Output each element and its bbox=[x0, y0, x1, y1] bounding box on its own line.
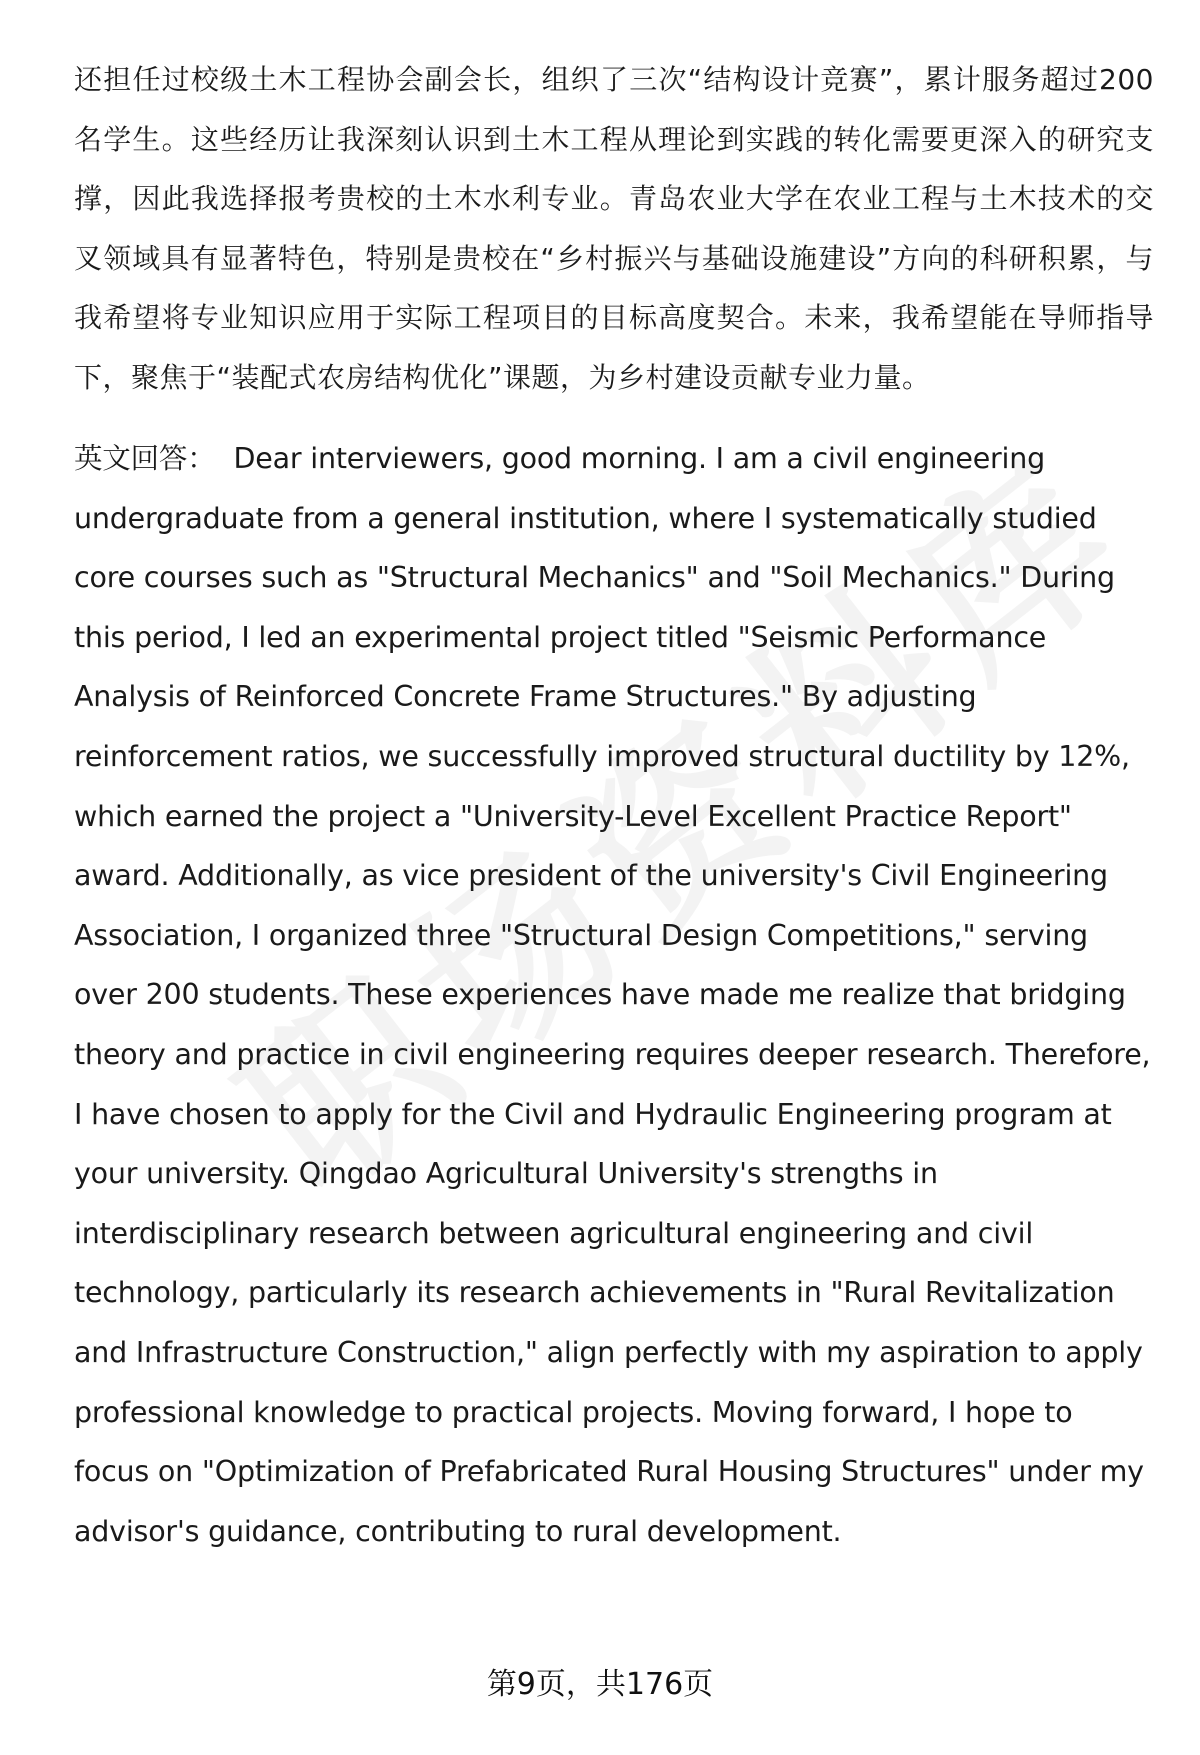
english-answer-paragraph bbox=[74, 429, 1154, 1561]
chinese-answer-paragraph: 还担任过校级土木工程协会副会长，组织了三次“结构设计竞赛”，累计服务超过200名学生。这些经历让我深刻认识到土木工程从理论到实践的转化需要更深入的研究支撑，因此我选择报考贵校的土木水利专业。青岛农业大学在农业工程与土木技术的交叉领域具有显著特色，特别是贵校在“乡村振兴与基础设施建设”方向的科研积累，与我希望将专业知识应用于实际工程项目的目标高度契合。未来，我希望能在导师指导下，聚焦于“装配式农房结构优化”课题，为乡村建设贡献专业力量。 bbox=[74, 63, 1154, 394]
document-body bbox=[74, 50, 1154, 1561]
page-number-footer: 第9页，共176页 bbox=[486, 1667, 714, 1702]
english-answer-label: 英文回答： bbox=[74, 442, 216, 475]
english-answer-text: Dear interviewers, good morning. I am a civil engineering undergraduate from a general institution, where I systematically studied core courses such as "Structural Mechanics" and "Soil Mechanics." During this period, I led an experimental project titled "Seismic Performance Analysis of Reinforced Concrete Frame Structures." By adjusting reinforcement ratios, we successfully improved structural ductility by 12%, which earned the project a "University-Level Excellent Practice Report" award. Additionally, as vice president of the university's Civil Engineering Association, I organized three "Structural Design Competitions," serving over 200 students. These experiences have made me realize that bridging theory and practice in civil engineering requires deeper research. Therefore, I have chosen to apply for the Civil and Hydraulic Engineering program at your university. Qingdao Agricultural University's strengths in interdisciplinary research between agricultural engineering and civil technology, particularly its research achievements in "Rural Revitalization and Infrastructure Construction," align perfectly with my aspiration to apply professional knowledge to practical projects. Moving forward, I hope to focus on "Optimization of Prefabricated Rural Housing Structures" under my advisor's guidance, contributing to rural development. bbox=[74, 442, 1151, 1548]
